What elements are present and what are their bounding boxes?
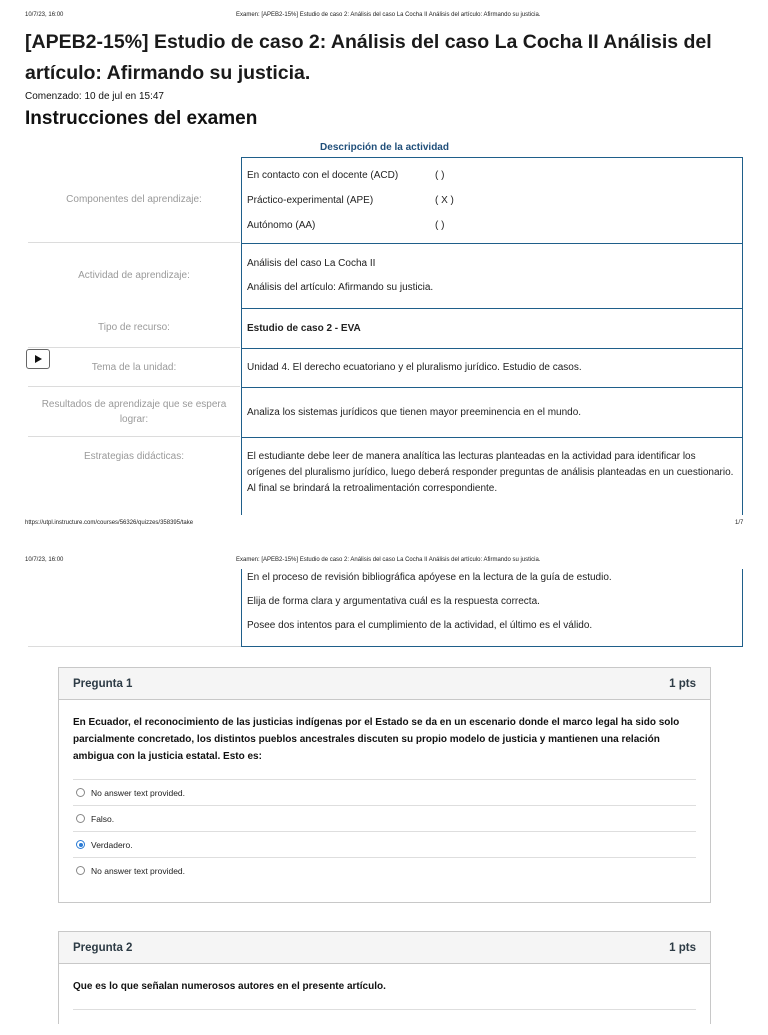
question-points: 1 pts xyxy=(669,677,696,690)
component-row-aa xyxy=(247,218,737,234)
question-2 xyxy=(58,931,711,1024)
print-doc-title: Examen: [APEB2-15%] Estudio de caso 2: Análisis del caso La Cocha II Análisis del artículo: Afirmando su justicia. xyxy=(236,557,541,563)
started-time: Comenzado: 10 de jul en 15:47 xyxy=(25,91,164,102)
answer-option[interactable] xyxy=(73,1009,696,1035)
expected-results-value: Analiza los sistemas jurídicos que tienen mayor preeminencia en el mundo. xyxy=(241,387,743,438)
radio-button-selected[interactable] xyxy=(76,840,85,849)
question-text: Que es lo que señalan numerosos autores en el presente artículo. xyxy=(73,981,386,992)
radio-button[interactable] xyxy=(76,866,85,875)
strategy-line: Elija de forma clara y argumentativa cuál es la respuesta correcta. xyxy=(247,596,540,607)
component-mark: ( X ) xyxy=(435,194,454,206)
strategies-label: Estrategias didácticas: xyxy=(28,437,240,515)
learning-activity-line-1: Análisis del caso La Cocha II xyxy=(247,258,376,269)
print-datetime: 10/7/23, 16:00 xyxy=(25,557,64,563)
components-cell xyxy=(241,157,743,244)
components-label: Componentes del aprendizaje: xyxy=(28,157,240,243)
component-name: Autónomo (AA) xyxy=(247,219,316,231)
resource-type-label: Tipo de recurso: xyxy=(28,308,240,348)
answer-option[interactable] xyxy=(73,805,696,831)
exam-title: [APEB2-15%] Estudio de caso 2: Análisis del caso La Cocha II Análisis del artículo: Afirmando su justicia. xyxy=(25,31,712,84)
strategies-value: El estudiante debe leer de manera analítica las lecturas planteadas en la actividad para identificar los orígenes del pluralismo jurídico, luego deberá responder preguntas de análisis planteadas en un cuestionario. Al final se brindará la retroalimentación correspondiente. xyxy=(241,437,743,515)
answer-option[interactable] xyxy=(73,779,696,805)
strategies-continued xyxy=(241,569,743,647)
component-row-acd xyxy=(247,168,737,184)
instructions-heading: Instrucciones del examen xyxy=(25,108,258,129)
answer-label: No answer text provided. xyxy=(91,865,186,876)
answer-label: Falso. xyxy=(91,813,115,824)
activity-description-heading: Descripción de la actividad xyxy=(320,142,449,153)
answer-option[interactable] xyxy=(73,857,696,883)
question-1 xyxy=(58,667,711,903)
strategy-line: Posee dos intentos para el cumplimiento de la actividad, el último es el válido. xyxy=(247,620,593,631)
component-name: Práctico-experimental (APE) xyxy=(247,194,374,206)
answer-label: No answer text provided. xyxy=(91,787,186,798)
component-row-ape xyxy=(247,193,737,209)
print-datetime: 10/7/23, 16:00 xyxy=(25,12,64,18)
expected-results-label: Resultados de aprendizaje que se espera lograr: xyxy=(28,387,240,437)
question-title: Pregunta 2 xyxy=(73,941,133,954)
question-body xyxy=(59,964,710,1035)
question-header xyxy=(59,932,710,964)
learning-activity-cell xyxy=(241,243,743,309)
question-header xyxy=(59,668,710,700)
component-name: En contacto con el docente (ACD) xyxy=(247,169,399,181)
unit-topic-value: Unidad 4. El derecho ecuatoriano y el pluralismo jurídico. Estudio de casos. xyxy=(241,348,743,388)
play-button[interactable] xyxy=(26,349,50,369)
question-title: Pregunta 1 xyxy=(73,677,133,690)
play-icon xyxy=(35,355,42,363)
resource-type-value: Estudio de caso 2 - EVA xyxy=(241,308,743,349)
print-url: https://utpl.instructure.com/courses/56326/quizzes/358395/take xyxy=(25,520,194,526)
question-text: En Ecuador, el reconocimiento de las justicias indígenas por el Estado se da en un escenario donde el marco legal ha sido solo parcialmente concretado, los distintos pueblos ancestrales discuten su propio modelo de justicia y mantienen una relación ambigua con la justicia estatal. Esto es: xyxy=(73,717,680,762)
question-body xyxy=(59,700,710,883)
strategy-line: En el proceso de revisión bibliográfica apóyese en la lectura de la guía de estudio. xyxy=(247,572,612,583)
learning-activity-line-2: Análisis del artículo: Afirmando su justicia. xyxy=(247,282,434,293)
unit-topic-label: Tema de la unidad: xyxy=(28,348,240,387)
learning-activity-label: Actividad de aprendizaje: xyxy=(28,243,240,309)
answer-option[interactable] xyxy=(73,831,696,857)
radio-button[interactable] xyxy=(76,788,85,797)
question-points: 1 pts xyxy=(669,941,696,954)
answer-label: Verdadero. xyxy=(91,839,133,850)
component-mark: ( ) xyxy=(435,169,445,181)
page-number: 1/7 xyxy=(735,520,744,526)
print-doc-title: Examen: [APEB2-15%] Estudio de caso 2: Análisis del caso La Cocha II Análisis del artículo: Afirmando su justicia. xyxy=(236,12,541,18)
table-divider xyxy=(28,646,241,647)
radio-button[interactable] xyxy=(76,814,85,823)
component-mark: ( ) xyxy=(435,219,445,231)
